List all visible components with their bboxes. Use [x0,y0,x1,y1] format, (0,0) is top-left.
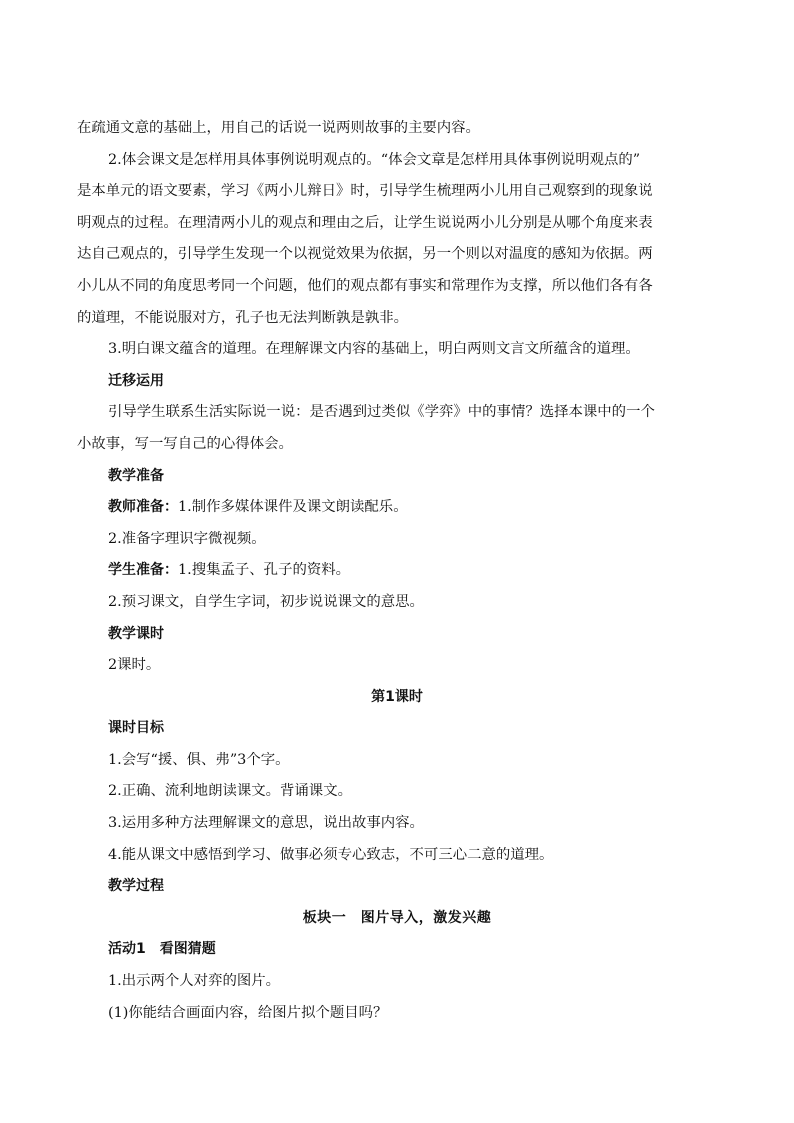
section-heading-hours: 教学课时 [108,625,164,642]
section-heading-transfer: 迁移运用 [108,372,164,389]
hours-value: 2课时。 [108,657,161,674]
section-heading-prep: 教学准备 [108,467,164,484]
body-line: 明观点的过程。在理清两小儿的观点和理由之后，让学生说说两小儿分别是从哪个角度来表 [77,214,653,231]
student-prep-item: 2.预习课文，自学生字词，初步说说课文的意思。 [108,593,424,610]
goal-item: 4.能从课文中感悟到学习、做事必须专心致志，不可三心二意的道理。 [108,846,554,863]
body-line: 2.体会课文是怎样用具体事例说明观点的。“体会文章是怎样用具体事例说明观点的” [108,151,641,168]
body-line: 达自己观点的，引导学生发现一个以视觉效果为依据，另一个则以对温度的感知为依据。两 [77,246,653,263]
body-line: 小故事，写一写自己的心得体会。 [77,435,293,452]
teacher-prep-line [77,492,717,524]
body-line: 引导学生联系生活实际说一说：是否遇到过类似《学弈》中的事情？选择本课中的一个 [108,404,655,421]
activity-line: 1.出示两个人对弈的图片。 [108,973,281,990]
teacher-prep-item: 1.制作多媒体课件及课文朗读配乐。 [178,499,408,516]
body-line: 小儿从不同的角度思考同一个问题，他们的观点都有事实和常理作为支撑，所以他们各有各 [77,277,653,294]
goal-item: 3.运用多种方法理解课文的意思，说出故事内容。 [108,815,424,832]
section-heading-goals: 课时目标 [108,720,164,737]
document-content [77,113,717,1029]
block-title: 板块一 图片导入，激发兴趣 [302,909,492,926]
body-line: 在疏通文意的基础上，用自己的话说一说两则故事的主要内容。 [77,120,480,136]
teacher-prep-label: 教师准备： [108,499,178,516]
teacher-prep-item: 2.准备字理识字微视频。 [108,530,266,547]
student-prep-label: 学生准备： [108,562,178,579]
student-prep-item: 1.搜集孟子、孔子的资料。 [178,562,351,579]
goal-item: 2.正确、流利地朗读课文。背诵课文。 [108,783,352,800]
lesson-title: 第1课时 [371,688,423,705]
body-line: 的道理，不能说服对方，孔子也无法判断孰是孰非。 [77,309,408,326]
body-line: 是本单元的语文要素，学习《两小儿辩日》时，引导学生梳理两小儿用自己观察到的现象说 [77,183,653,200]
body-line: 3.明白课文蕴含的道理。在理解课文内容的基础上，明白两则文言文所蕴含的道理。 [108,341,640,358]
activity-line: (1)你能结合画面内容，给图片拟个题目吗？ [108,1004,388,1021]
goal-item: 1.会写“援、俱、弗”3个字。 [108,751,290,768]
activity-label: 活动1 看图猜题 [108,941,216,958]
student-prep-line [77,555,717,587]
section-heading-process: 教学过程 [108,878,164,895]
